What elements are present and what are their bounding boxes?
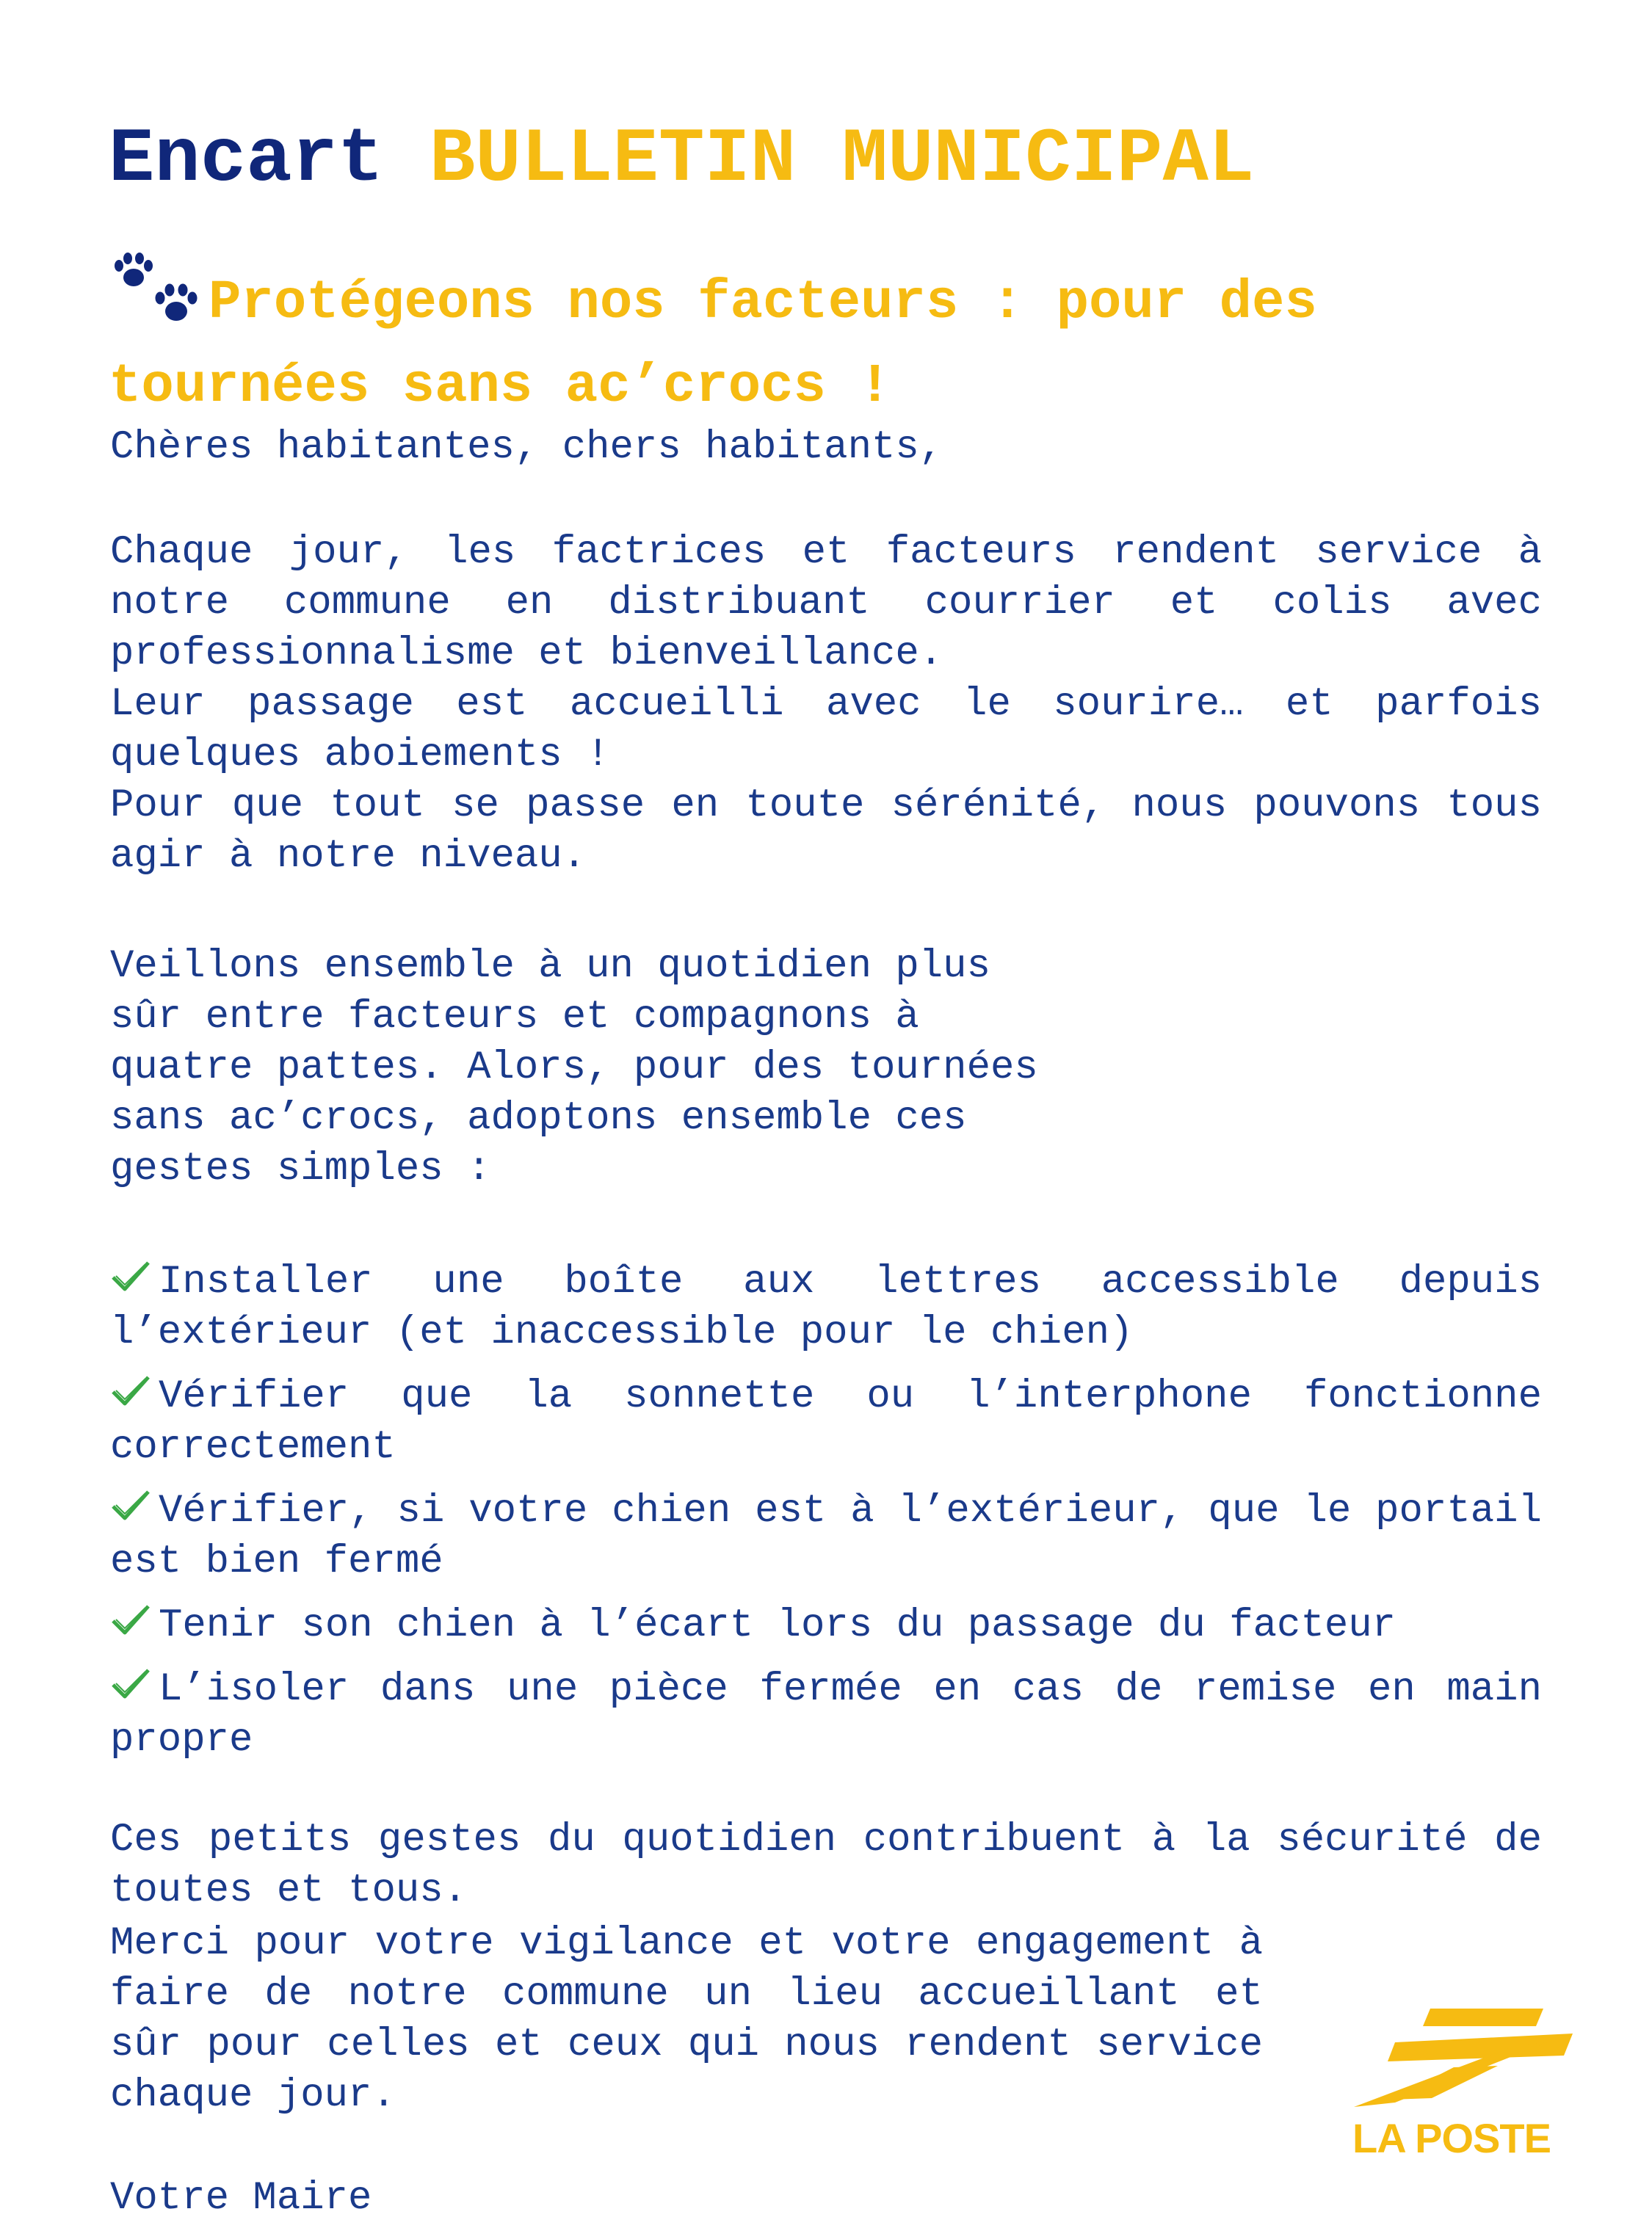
signature: Votre Maire <box>110 2176 372 2221</box>
tips-checklist <box>110 1257 1542 1779</box>
subtitle-text: Protégeons nos facteurs : pour des tournées sans ac’crocs ! <box>109 272 1317 418</box>
intro2-line-1: Veillons ensemble à un quotidien plus <box>110 944 990 989</box>
list-item <box>110 1486 1542 1587</box>
checkmark-icon <box>110 1602 151 1639</box>
checklist-item-text: L’isoler dans une pièce fermée en cas de remise en main propre <box>110 1667 1542 1763</box>
checklist-item-text: Installer une boîte aux lettres accessible depuis l’extérieur (et inaccessible pour le chien) <box>110 1260 1542 1355</box>
intro-line-1: Chaque jour, les factrices et facteurs rendent service à notre commune en distribuant courrier et colis avec professionnalisme et bienveillance. <box>110 530 1542 676</box>
closing-paragraph-2: Merci pour votre vigilance et votre engagement à faire de notre commune un lieu accueillant et sûr pour celles et ceux qui nous rendent service chaque jour. <box>110 1921 1263 2118</box>
greeting: Chères habitantes, chers habitants, <box>110 425 943 470</box>
subtitle <box>109 250 1540 429</box>
closing-paragraph-1: Ces petits gestes du quotidien contribuent à la sécurité de toutes et tous. <box>110 1818 1542 1913</box>
intro2-line-4: sans ac’crocs, adoptons ensemble ces <box>110 1096 967 1141</box>
checkmark-icon <box>110 1373 151 1410</box>
paw-prints-icon <box>109 250 204 330</box>
intro2-line-3: quatre pattes. Alors, pour des tournées <box>110 1045 1038 1090</box>
checkmark-icon <box>110 1487 151 1524</box>
page-title <box>109 116 1254 204</box>
intro2-line-5: gestes simples : <box>110 1147 491 1191</box>
checkmark-icon <box>110 1258 151 1295</box>
la-poste-logo-text: LA POSTE <box>1352 2115 1551 2161</box>
list-item <box>110 1257 1542 1358</box>
list-item <box>110 1371 1542 1473</box>
intro-paragraph-1 <box>110 527 1542 882</box>
intro-paragraph-2 <box>110 941 1138 1194</box>
checkmark-icon <box>110 1666 151 1702</box>
list-item <box>110 1600 1542 1651</box>
list-item <box>110 1664 1542 1766</box>
checklist-item-text: Vérifier que la sonnette ou l’interphone fonctionne correctement <box>110 1374 1542 1470</box>
checklist-item-text: Vérifier, si votre chien est à l’extérieur, que le portail est bien fermé <box>110 1489 1542 1584</box>
la-poste-logo <box>1344 2004 1593 2166</box>
title-bulletin-municipal: BULLETIN MUNICIPAL <box>429 117 1255 203</box>
intro-line-2: Leur passage est accueilli avec le sourire… et parfois quelques aboiements ! <box>110 682 1542 777</box>
intro2-line-2: sûr entre facteurs et compagnons à <box>110 995 919 1040</box>
la-poste-bird-logo <box>1344 2004 1593 2114</box>
title-encart: Encart <box>109 117 384 203</box>
intro-line-3: Pour que tout se passe en toute sérénité, nous pouvons tous agir à notre niveau. <box>110 783 1542 879</box>
checklist-item-text: Tenir son chien à l’écart lors du passage du facteur <box>159 1603 1396 1648</box>
